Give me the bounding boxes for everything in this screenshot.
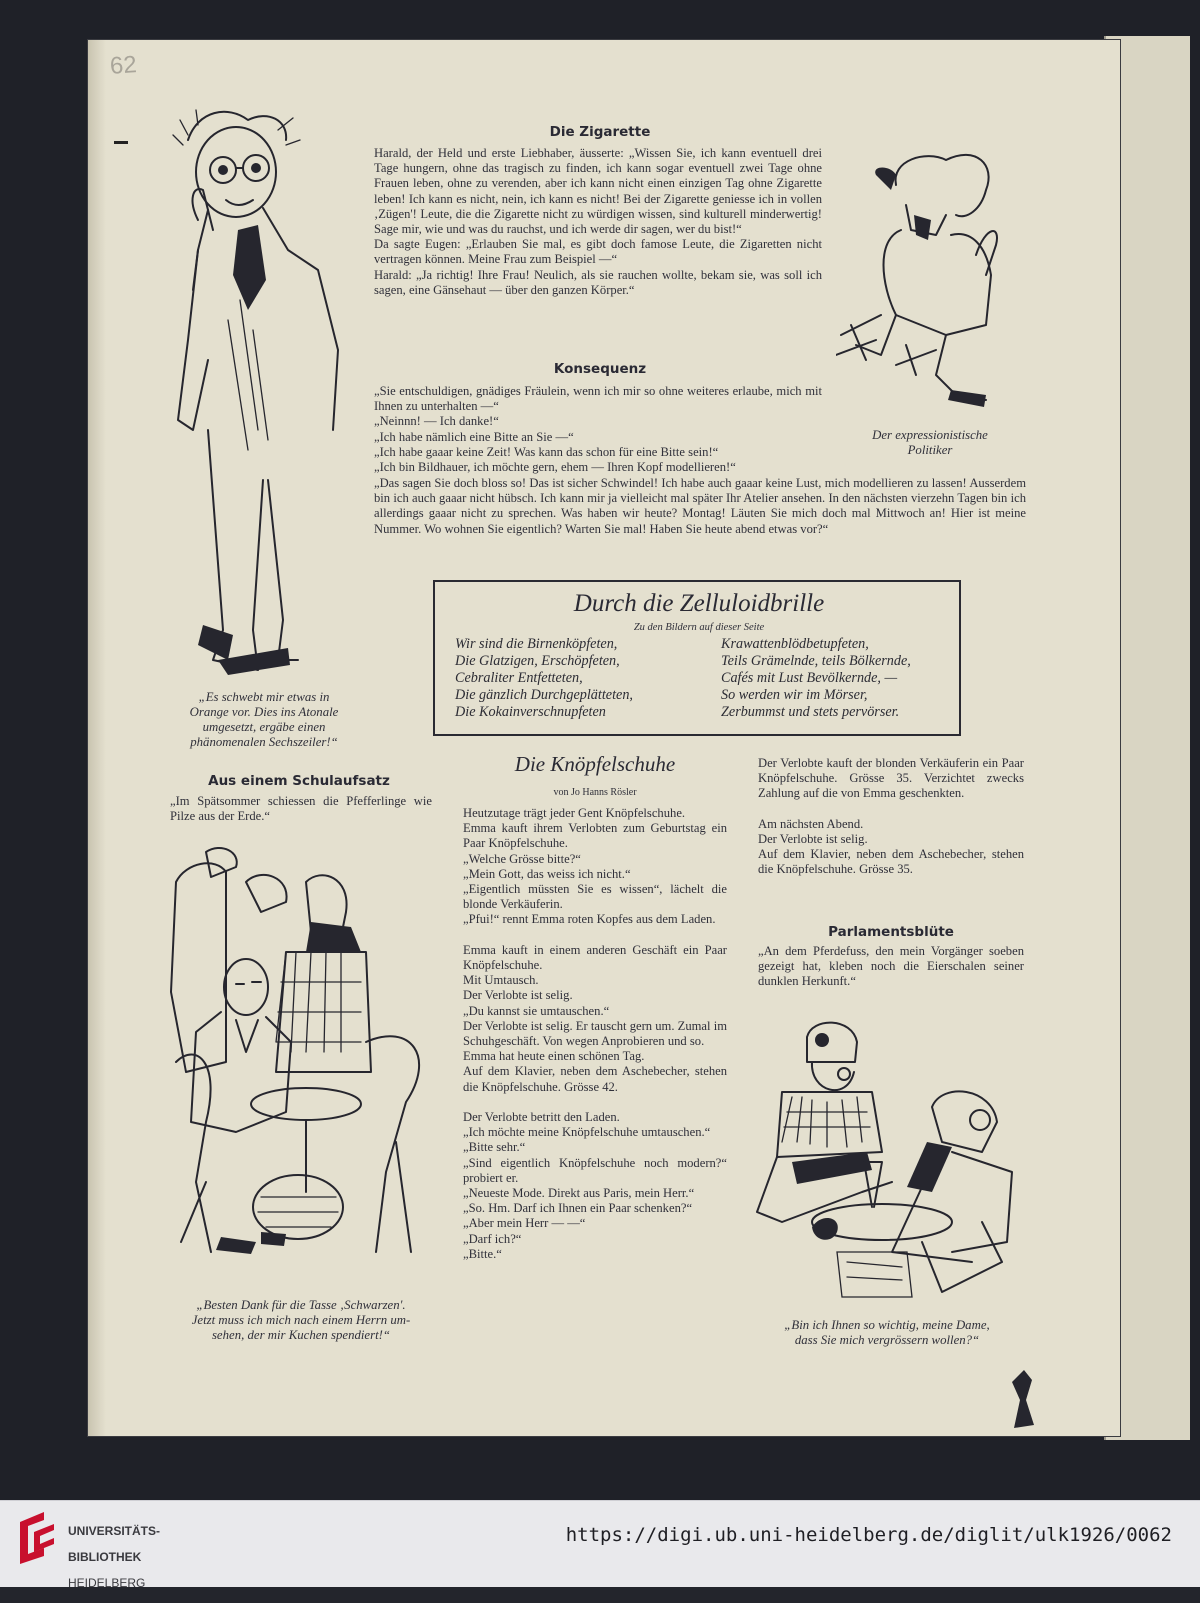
poem-line: Wir sind die Birnenköpfeten,: [455, 636, 618, 652]
poem-title: Durch die Zelluloidbrille: [573, 590, 825, 617]
page-gutter-shade: [88, 40, 106, 1436]
logo-line: BIBLIOTHEK: [68, 1550, 142, 1564]
poem-box: [433, 580, 961, 736]
caption-tasse: „Besten Dank für die Tasse ‚Schwarzen'. Jetzt muss ich mich nach einem Herrn um- sehen, der mir Kuchen spendiert!“: [191, 1298, 411, 1342]
heading-zigarette: Die Zigarette: [549, 124, 651, 140]
poem-line: Cebraliter Entfetteten,: [455, 670, 583, 686]
article-knoepfelschuhe-col2: Der Verlobte kauft der blonden Verkäuferin ein Paar Knöpfelschuhe. Grösse 35. Verzichtet zwecks Zahlung auf die von Emma geschenkten. Am nächsten Abend. Der Verlobte ist selig. Auf dem Klavier, neben dem Aschebecher, stehen die Knöpfelschuhe. Grösse 35.: [758, 756, 1024, 877]
poem-left-column: [455, 636, 705, 721]
permalink-url[interactable]: https://digi.ub.uni-heidelberg.de/diglit/ulk1926/0062: [565, 1524, 1172, 1546]
poem-line: Die Kokainverschnupfeten: [455, 704, 606, 720]
margin-mark: [114, 141, 128, 144]
illustration-lady-and-man: [752, 1012, 1024, 1308]
library-logo-text[interactable]: [68, 1512, 160, 1603]
poem-line: Die Glatzigen, Erschöpfeten,: [455, 653, 620, 669]
poem-right-column: [721, 636, 957, 721]
heading-knoepfelschuhe: Die Knöpfelschuhe: [514, 752, 676, 776]
page-number: 62: [109, 51, 138, 80]
caption-politiker: Der expressionistische Politiker: [872, 428, 988, 457]
logo-line: HEIDELBERG: [68, 1576, 146, 1590]
poem-line: Krawattenblödbetupfeten,: [721, 636, 869, 652]
heading-parlamentsbluete: Parlamentsblüte: [828, 924, 954, 940]
torn-page-mark: [1004, 1370, 1034, 1430]
article-konsequenz-part2: „Das sagen Sie doch bloss so! Das ist sicher Schwindel! Ich habe auch gaaar keine Lust, mich modellieren zu lassen! Ausserdem bin ich auch gaaar nicht hübsch. Ich kann mir ja vielleicht mal später Ihr Atelier ansehen. In den nächsten vierzehn Tagen bin ich allerdings gaaar nicht zu sprechen. Was haben wir heute? Montag! Läuten Sie mich doch mal Mittwoch an! Hier ist meine Nummer. Wo wohnen Sie eigentlich? Warten Sie mal! Haben Sie heute abend etwas vor?“: [374, 476, 1026, 536]
article-knoepfelschuhe-col1: Heutzutage trägt jeder Gent Knöpfelschuhe. Emma kauft ihrem Verlobten zum Geburtstag ein Paar Knöpfelschuhe. „Welche Grösse bitte?“ „Mein Gott, das weiss ich nicht.“ „Eigentlich müssten Sie es wissen“, lächelt die blonde Verkäuferin. „Pfui!“ rennt Emma roten Kopfes aus dem Laden. Emma kauft in einem anderen Geschäft ein Paar Knöpfelschuhe. Mit Umtausch. Der Verlobte ist selig. „Du kannst sie umtauschen.“ Der Verlobte ist selig. Er tauscht gern um. Zumal im Schuhgeschäft. Von wegen Anprobieren und so. Emma hat heute einen schönen Tag. Auf dem Klavier, neben dem Aschebecher, stehen die Knöpfelschuhe. Grösse 42. Der Verlobte betritt den Laden. „Ich möchte meine Knöpfelschuhe umtauschen.“ „Bitte sehr.“ „Sind eigentlich Knöpfelschuhe noch modern?“ probiert er. „Neueste Mode. Direkt aus Paris, mein Herr.“ „So. Hm. Darf ich Ihnen ein Paar schenken?“ „Aber mein Herr — —“ „Darf ich?“ „Bitte.“: [463, 806, 727, 1261]
poem-line: Die gänzlich Durchgeplätteten,: [455, 687, 633, 703]
logo-line: UNIVERSITÄTS-: [68, 1524, 161, 1538]
byline-knoepfelschuhe: von Jo Hanns Rösler: [553, 787, 637, 798]
library-logo-icon[interactable]: [14, 1508, 60, 1564]
poem-line: So werden wir im Mörser,: [721, 687, 868, 703]
article-schulaufsatz: „Im Spätsommer schiessen die Pfefferlinge wie Pilze aus der Erde.“: [170, 794, 432, 824]
heading-konsequenz: Konsequenz: [553, 361, 647, 377]
article-konsequenz-part1: „Sie entschuldigen, gnädiges Fräulein, wenn ich mir so ohne weiteres erlaube, mich mit Ihnen zu unterhalten —“ „Neinnn! — Ich danke!“ „Ich habe nämlich eine Bitte an Sie —“ „Ich habe gaaar keine Zeit! Was kann das schon für eine Bitte sein!“ „Ich bin Bildhauer, ich möchte gern, ehem — Ihren Kopf modellieren!“: [374, 384, 822, 475]
heading-schulaufsatz: Aus einem Schulaufsatz: [208, 773, 390, 789]
poem-line: Cafés mit Lust Bevölkernde, —: [721, 670, 898, 686]
poem-subtitle: Zu den Bildern auf dieser Seite: [633, 622, 765, 633]
poem-line: Zerbummst und stets pervörser.: [721, 704, 900, 720]
caption-dame: „Bin ich Ihnen so wichtig, meine Dame, dass Sie mich vergrössern wollen?“: [784, 1318, 990, 1347]
illustration-cafe-scene: [166, 842, 434, 1287]
illustration-politician: [836, 145, 1026, 420]
illustration-man-with-glasses: [168, 100, 368, 690]
caption-atonal: „Es schwebt mir etwas in Orange vor. Dies ins Atonale umgesetzt, ergäbe einen phänomenalen Sechszeiler!“: [189, 690, 339, 749]
poem-line: Teils Grämelnde, teils Bölkernde,: [721, 653, 911, 669]
article-zigarette: Harald, der Held und erste Liebhaber, äusserte: „Wissen Sie, ich kann eventuell drei Tage hungern, ohne das tragisch zu finden, ich kann sogar eventuell zwei Tage ohne Frauen leben, ohne zu verenden, aber ich kann nicht einen einzigen Tag ohne Zigarette leben! Ich kann es nicht, nein, ich kann es nicht! Bei der Zigarette geniesse ich in vollen ‚Zügen'! Leute, die die Zigarette nicht zu würdigen wissen, sind kulturell minderwertig! Sage mir, wie und was du rauchst, und ich werde dir sagen, wer du bist!“ Da sagte Eugen: „Erlauben Sie mal, es gibt doch famose Leute, die Zigaretten nicht vertragen können. Meine Frau zum Beispiel —“ Harald: „Ja richtig! Ihre Frau! Neulich, als sie rauchen wollte, bekam sie, was soll ich sagen, eine Gänsehaut — über den ganzen Körper.“: [374, 146, 822, 297]
article-parlamentsbluete: „An dem Pferdefuss, den mein Vorgänger soeben gezeigt hat, kleben noch die Eierschalen seiner dunklen Herkunft.“: [758, 944, 1024, 989]
